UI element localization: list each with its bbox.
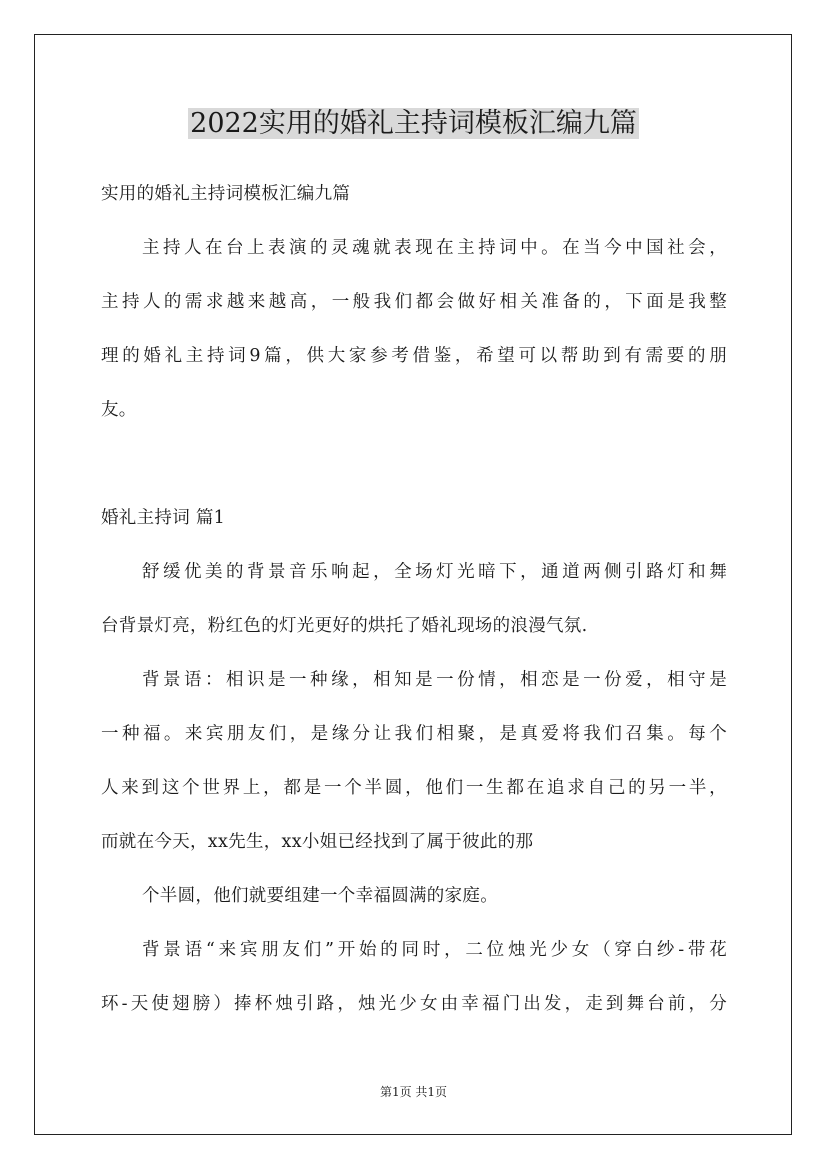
document-title-text: 2022实用的婚礼主持词模板汇编九篇 [190,108,637,139]
paragraph-line: 主持人在台上表演的灵魂就表现在主持词中。在当今中国社会， [142,238,727,258]
paragraph-line: 理的婚礼主持词9篇，供大家参考借鉴，希望可以帮助到有需要的朋 [101,346,727,366]
section-heading: 婚礼主持词 篇1 [101,508,226,528]
paragraph-line: 一种福。来宾朋友们，是缘分让我们相聚，是真爱将我们召集。每个 [101,724,727,744]
paragraph-line: 背景语：相识是一种缘，相知是一份情，相恋是一份爱，相守是 [142,670,727,690]
paragraph-line: 而就在今天，xx先生，xx小姐已经找到了属于彼此的那 [101,832,534,852]
paragraph-line: 台背景灯亮，粉红色的灯光更好的烘托了婚礼现场的浪漫气氛. [101,616,588,636]
paragraph-line: 个半圆，他们就要组建一个幸福圆满的家庭。 [142,886,498,906]
document-title [0,104,827,144]
paragraph-line: 人来到这个世界上，都是一个半圆，他们一生都在追求自己的另一半， [101,778,727,798]
page-footer: 第1页 共1页 [379,1085,448,1099]
paragraph-line: 主持人的需求越来越高，一般我们都会做好相关准备的，下面是我整 [101,292,727,312]
paragraph-line: 舒缓优美的背景音乐响起，全场灯光暗下，通道两侧引路灯和舞 [142,562,727,582]
paragraph-line: 背景语“来宾朋友们”开始的同时，二位烛光少女（穿白纱-带花 [142,940,727,960]
paragraph-line: 环-天使翅膀）捧杯烛引路，烛光少女由幸福门出发，走到舞台前，分 [101,994,727,1014]
document-subtitle: 实用的婚礼主持词模板汇编九篇 [101,184,351,204]
paragraph-line: 友。 [101,400,137,420]
